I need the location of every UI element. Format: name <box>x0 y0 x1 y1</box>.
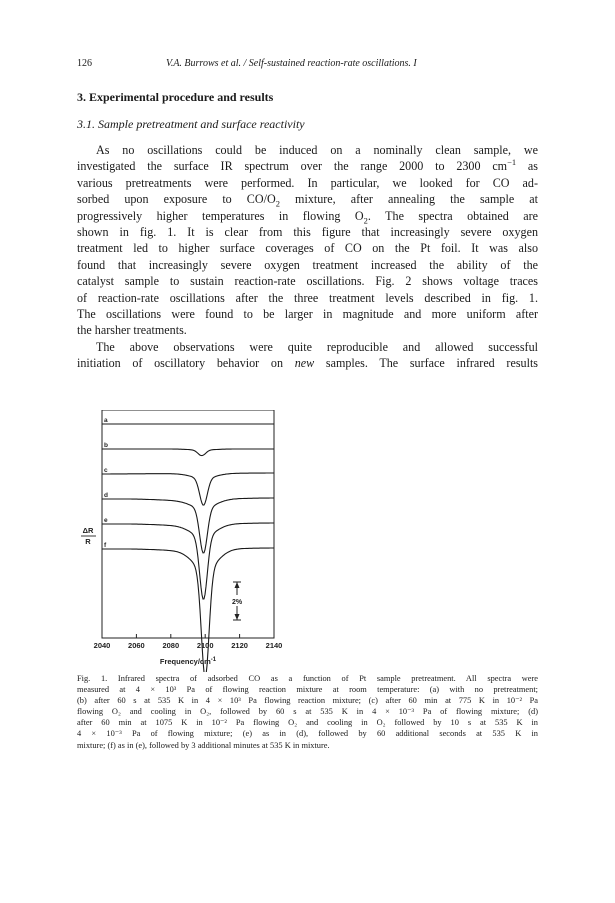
paragraph-line: of reaction-rate oscillations after the three treatment levels described in fig. 1. <box>77 290 538 305</box>
series-label-f: f <box>104 542 107 549</box>
subsection-heading: 3.1. Sample pretreatment and surface reactivity <box>77 117 305 131</box>
x-tick-label: 2040 <box>93 641 111 650</box>
caption-line: 4 × 10⁻³ Pa of flowing mixture; (e) as in (d), followed by 60 additional seconds at 535 K in <box>77 729 538 739</box>
caption-line: measured at 4 × 10³ Pa of flowing reaction mixture at room temperature: (a) with no pretreatment; <box>77 685 538 695</box>
paragraph-line: progressively higher temperatures in flowing $O_2$. The spectra obtained are <box>77 208 538 226</box>
section-heading: 3. Experimental procedure and results <box>77 90 274 104</box>
spectrum-line-c <box>102 473 274 505</box>
y-axis-label-bottom: R <box>85 537 91 546</box>
caption-line: after 60 min at 1075 K in 10⁻² Pa flowing O₂ and cooling in O₂ followed by 10 s at 535 K in <box>77 718 538 728</box>
running-head: V.A. Burrows et al. / Self-sustained reaction-rate oscillations. I <box>166 58 417 69</box>
caption-line: (b) after 60 s at 535 K in 4 × 10³ Pa flowing reaction mixture; (c) after 60 min at 775 K in 10⁻² Pa <box>77 696 538 706</box>
paragraph-line: found that increasingly severe oxygen treatment increased the ability of the <box>77 257 538 272</box>
caption-line: flowing O₂ and cooling in O₂, followed by 60 s at 535 K in 4 × 10⁻³ Pa of flowing mixture; (d) <box>77 707 538 717</box>
series-label-c: c <box>104 467 108 474</box>
page-number: 126 <box>77 58 92 69</box>
paragraph-line: various pretreatments were performed. In particular, we looked for CO ad- <box>77 175 538 190</box>
series-label-e: e <box>104 517 108 524</box>
spectrum-line-d <box>102 498 274 553</box>
series-label-b: b <box>104 442 108 449</box>
series-label-d: d <box>104 492 108 499</box>
x-tick-label: 2120 <box>231 641 248 650</box>
figure-1-chart <box>70 410 300 672</box>
y-axis-label-top: ΔR <box>82 526 94 535</box>
x-axis-label: Frequency/$cm^{-1}$ <box>159 657 217 666</box>
spectrum-line-f <box>102 548 274 672</box>
series-label-a: a <box>104 417 108 424</box>
scale-bar <box>229 582 245 620</box>
paragraph-line: shown in fig. 1. It is clear from this figure that increasingly severe oxygen <box>77 225 538 240</box>
paragraph-1 <box>77 142 538 339</box>
paragraph-line: The above observations were quite reproducible and allowed successful <box>96 340 538 354</box>
spectrum-line-b <box>102 449 274 456</box>
paragraph-line: catalyst sample to sustain reaction-rate oscillations. Fig. 2 shows voltage traces <box>77 274 538 289</box>
figure-caption <box>77 673 538 751</box>
paragraph-line: investigated the surface IR spectrum over the range 2000 to 2300 $cm^{-1}$ as <box>77 157 538 174</box>
x-tick-label: 2080 <box>162 641 180 650</box>
spectrum-line-e <box>102 523 274 599</box>
paragraph-line: initiation of oscillatory behavior on new samples. The surface infrared results <box>77 356 539 371</box>
paragraph-line: the harsher treatments. <box>77 323 187 338</box>
y-axis-label <box>81 526 96 546</box>
caption-line: Fig. 1. Infrared spectra of adsorbed CO as a function of Pt sample pretreatment. All spectra were <box>77 674 538 683</box>
paragraph-2 <box>77 339 538 372</box>
x-tick-label: 2140 <box>265 641 283 650</box>
x-tick-label: 2060 <box>128 641 145 650</box>
paragraph-line: As no oscillations could be induced on a nominally clean sample, we <box>96 143 538 157</box>
paragraph-line: sorbed upon exposure to $CO/O_2$ mixture, after annealing the sample at <box>77 192 539 209</box>
x-tick-label: 2100 <box>196 641 214 650</box>
scale-bar-label: 2% <box>231 599 243 606</box>
paragraph-line: treatment led to higher surface coverages of CO on the Pt foil. It was also <box>77 241 538 256</box>
paragraph-line: The oscillations were found to be larger in magnitude and more uniform after <box>77 307 538 322</box>
caption-line: mixture; (f) as in (e), followed by 3 additional minutes at 535 K in mixture. <box>77 740 330 750</box>
